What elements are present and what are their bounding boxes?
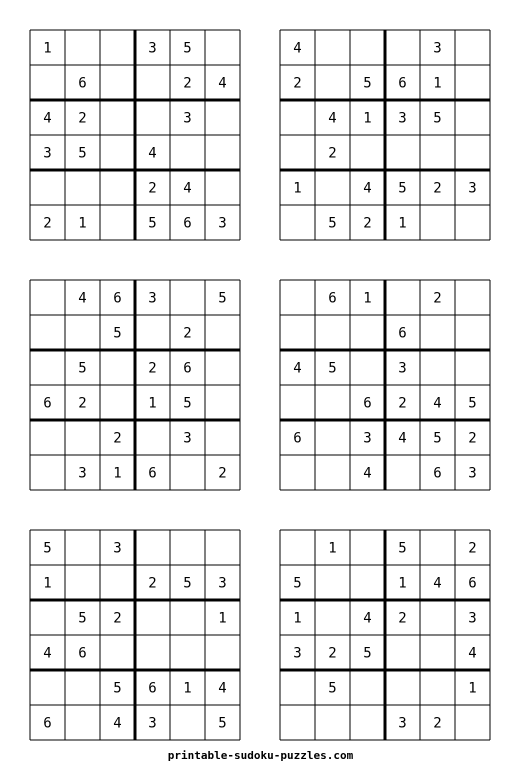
sudoku-cell-value: 3	[148, 715, 157, 732]
sudoku-cell-value: 6	[43, 715, 52, 732]
sudoku-cell-value: 2	[218, 465, 227, 482]
sudoku-cell-value: 5	[78, 360, 87, 377]
sudoku-cell-value: 5	[433, 110, 442, 127]
sudoku-cell-value: 2	[148, 360, 157, 377]
sudoku-grid	[30, 30, 240, 240]
sudoku-cell-value: 1	[433, 75, 442, 92]
sudoku-cell-value: 3	[218, 215, 227, 232]
sudoku-cell-value: 3	[113, 540, 122, 557]
sudoku-cell-value: 5	[183, 40, 192, 57]
sudoku-cell-value: 4	[113, 715, 122, 732]
sudoku-cell-value: 4	[218, 75, 227, 92]
sudoku-grid	[30, 280, 240, 490]
sudoku-cell-value: 4	[363, 610, 372, 627]
sudoku-cell-value: 3	[293, 645, 302, 662]
sudoku-cell-value: 3	[148, 40, 157, 57]
sudoku-cell-value: 5	[328, 680, 337, 697]
sudoku-cell-value: 4	[183, 180, 192, 197]
sudoku-cell-value: 5	[398, 540, 407, 557]
sudoku-cell-value: 6	[328, 290, 337, 307]
sudoku-puzzle-6	[280, 530, 490, 740]
site-footer: printable-sudoku-puzzles.com	[167, 749, 354, 762]
sudoku-cell-value: 5	[363, 75, 372, 92]
sudoku-cell-value: 5	[183, 575, 192, 592]
sudoku-cell-value: 3	[398, 360, 407, 377]
sudoku-cell-value: 6	[113, 290, 122, 307]
sudoku-cell-value: 1	[363, 290, 372, 307]
sudoku-cell-value: 3	[363, 430, 372, 447]
sudoku-cell-value: 1	[363, 110, 372, 127]
sudoku-cell-value: 2	[328, 145, 337, 162]
sudoku-cell-value: 6	[78, 645, 87, 662]
sudoku-cell-value: 2	[113, 430, 122, 447]
sudoku-cell-value: 2	[398, 610, 407, 627]
sudoku-grid	[280, 280, 490, 490]
sudoku-cell-value: 5	[218, 290, 227, 307]
sudoku-cell-value: 6	[363, 395, 372, 412]
sudoku-cell-value: 2	[398, 395, 407, 412]
sudoku-cell-value: 1	[218, 610, 227, 627]
sudoku-cell-value: 3	[398, 715, 407, 732]
sudoku-cell-value: 2	[78, 395, 87, 412]
sudoku-cell-value: 5	[148, 215, 157, 232]
sudoku-cell-value: 6	[293, 430, 302, 447]
sudoku-cell-value: 1	[293, 610, 302, 627]
sudoku-puzzle-1	[30, 30, 240, 240]
sudoku-grid	[280, 30, 490, 240]
sudoku-cell-value: 1	[328, 540, 337, 557]
sudoku-cell-value: 6	[78, 75, 87, 92]
sudoku-cell-value: 2	[183, 75, 192, 92]
sudoku-cell-value: 2	[43, 215, 52, 232]
sudoku-cell-value: 6	[183, 360, 192, 377]
sudoku-cell-value: 3	[433, 40, 442, 57]
sudoku-cell-value: 2	[433, 715, 442, 732]
sudoku-cell-value: 5	[78, 145, 87, 162]
sudoku-cell-value: 2	[148, 180, 157, 197]
sudoku-cell-value: 6	[433, 465, 442, 482]
sudoku-cell-value: 1	[43, 575, 52, 592]
sudoku-cell-value: 4	[148, 145, 157, 162]
sudoku-cell-value: 5	[398, 180, 407, 197]
sudoku-cell-value: 1	[148, 395, 157, 412]
sudoku-cell-value: 5	[433, 430, 442, 447]
sudoku-cell-value: 5	[113, 325, 122, 342]
sudoku-cell-value: 5	[363, 645, 372, 662]
sudoku-cell-value: 4	[433, 575, 442, 592]
sudoku-cell-value: 4	[78, 290, 87, 307]
sudoku-cell-value: 1	[293, 180, 302, 197]
sudoku-cell-value: 2	[468, 540, 477, 557]
sudoku-cell-value: 1	[398, 215, 407, 232]
sudoku-cell-value: 2	[148, 575, 157, 592]
sudoku-cell-value: 2	[363, 215, 372, 232]
sudoku-cell-value: 5	[78, 610, 87, 627]
sudoku-cell-value: 2	[433, 180, 442, 197]
sudoku-cell-value: 4	[43, 645, 52, 662]
sudoku-cell-value: 3	[468, 610, 477, 627]
sudoku-cell-value: 1	[43, 40, 52, 57]
sudoku-cell-value: 6	[148, 465, 157, 482]
sudoku-cell-value: 1	[468, 680, 477, 697]
sudoku-cell-value: 2	[468, 430, 477, 447]
sudoku-cell-value: 3	[148, 290, 157, 307]
sudoku-cell-value: 1	[78, 215, 87, 232]
sudoku-cell-value: 3	[468, 180, 477, 197]
sudoku-cell-value: 2	[113, 610, 122, 627]
sudoku-cell-value: 5	[293, 575, 302, 592]
sudoku-cell-value: 1	[398, 575, 407, 592]
sudoku-grid	[30, 530, 240, 740]
sudoku-cell-value: 2	[183, 325, 192, 342]
sudoku-cell-value: 4	[398, 430, 407, 447]
sudoku-cell-value: 5	[468, 395, 477, 412]
sudoku-cell-value: 3	[183, 430, 192, 447]
sudoku-cell-value: 6	[468, 575, 477, 592]
sudoku-cell-value: 5	[113, 680, 122, 697]
sudoku-puzzle-2	[280, 30, 490, 240]
sudoku-cell-value: 3	[218, 575, 227, 592]
sudoku-puzzle-5	[30, 530, 240, 740]
sudoku-cell-value: 5	[328, 360, 337, 377]
sudoku-cell-value: 6	[398, 75, 407, 92]
sudoku-cell-value: 2	[328, 645, 337, 662]
sudoku-cell-value: 5	[328, 215, 337, 232]
sudoku-cell-value: 5	[218, 715, 227, 732]
sudoku-cell-value: 6	[183, 215, 192, 232]
sudoku-puzzle-4	[280, 280, 490, 490]
sudoku-cell-value: 4	[363, 180, 372, 197]
sudoku-cell-value: 4	[293, 40, 302, 57]
sudoku-cell-value: 4	[363, 465, 372, 482]
sudoku-cell-value: 4	[293, 360, 302, 377]
sudoku-cell-value: 3	[398, 110, 407, 127]
sudoku-cell-value: 5	[43, 540, 52, 557]
sudoku-cell-value: 1	[113, 465, 122, 482]
sudoku-cell-value: 3	[183, 110, 192, 127]
sudoku-cell-value: 3	[43, 145, 52, 162]
sudoku-cell-value: 3	[468, 465, 477, 482]
sudoku-cell-value: 2	[433, 290, 442, 307]
sudoku-cell-value: 4	[328, 110, 337, 127]
sudoku-cell-value: 2	[78, 110, 87, 127]
sudoku-cell-value: 3	[78, 465, 87, 482]
sudoku-cell-value: 2	[293, 75, 302, 92]
sudoku-grid	[280, 530, 490, 740]
sudoku-cell-value: 6	[398, 325, 407, 342]
sudoku-cell-value: 4	[468, 645, 477, 662]
sudoku-cell-value: 4	[433, 395, 442, 412]
sudoku-cell-value: 6	[148, 680, 157, 697]
sudoku-cell-value: 4	[43, 110, 52, 127]
sudoku-puzzle-3	[30, 280, 240, 490]
sudoku-cell-value: 5	[183, 395, 192, 412]
sudoku-cell-value: 1	[183, 680, 192, 697]
sudoku-cell-value: 6	[43, 395, 52, 412]
sudoku-cell-value: 4	[218, 680, 227, 697]
